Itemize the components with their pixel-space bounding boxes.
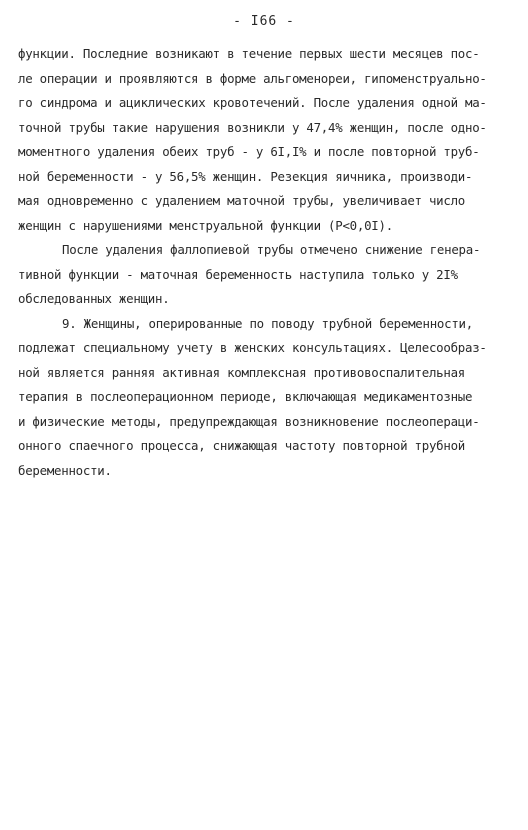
text-line: го синдрома и ациклических кровотечений. После удаления одной ма- <box>18 95 487 110</box>
text-line: После удаления фаллопиевой трубы отмечено снижение генера- <box>62 242 481 257</box>
text-line: точной трубы такие нарушения возникли у 47,4% женщин, после одно- <box>18 119 487 135</box>
text-line: женщин с нарушениями менструальной функции (P<0,0I). <box>18 217 393 233</box>
text-line: онного спаечного процесса, снижающая частоту повторной трубной <box>18 438 466 453</box>
body-text <box>18 42 516 483</box>
page-number: - I66 - <box>233 14 295 29</box>
text-line: 9. Женщины, оперированные по поводу трубной беременности, <box>62 315 473 331</box>
text-line: тивной функции - маточная беременность наступила только у 2I% <box>18 266 458 282</box>
text-line: беременности. <box>18 462 112 478</box>
text-line: функции. Последние возникают в течение первых шести месяцев пос- <box>18 46 480 61</box>
text-line: подлежат специальному учету в женских консультациях. Целесообраз- <box>18 340 487 355</box>
paragraph-2 <box>18 238 516 312</box>
paragraph-3 <box>18 312 516 484</box>
text-line: моментного удаления обеих труб - у 6I,I% и после повторной труб- <box>18 144 480 159</box>
paragraph-1 <box>18 42 516 238</box>
text-line: и физические методы, предупреждающая возникновение послеопераци- <box>18 413 480 429</box>
text-line: ной беременности - у 56,5% женщин. Резекция яичника, производи- <box>18 168 473 184</box>
text-line: ной является ранняя активная комплексная противовоспалительная <box>18 364 466 380</box>
text-line: ле операции и проявляются в форме альгоменореи, гипоменструально- <box>18 70 487 86</box>
text-line: терапия в послеоперационном периоде, включающая медикаментозные <box>18 389 473 404</box>
text-line: обследованных женщин. <box>18 291 170 306</box>
text-line: мая одновременно с удалением маточной трубы, увеличивает число <box>18 193 466 208</box>
